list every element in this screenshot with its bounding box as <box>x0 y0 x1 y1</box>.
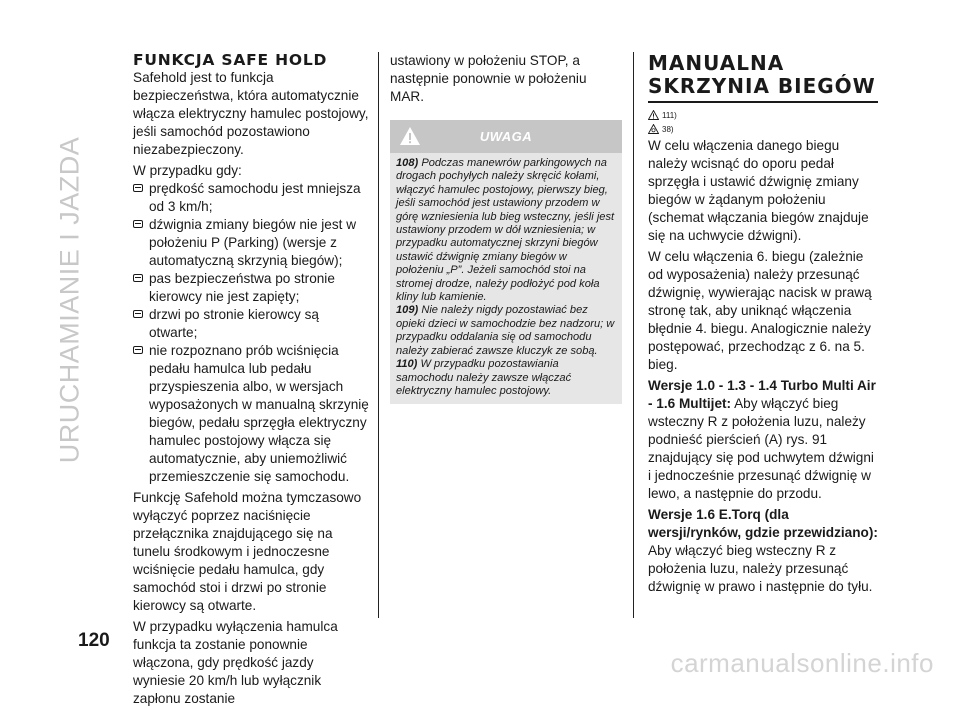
section-heading-safe-hold: FUNKCJA SAFE HOLD <box>133 51 328 69</box>
paragraph: Funkcję Safehold można tymczasowo wyłączyć poprzez naciśnięcie przełącznika znajdującego się na tunelu środkowym i jednoczesne wciśnięcie pedału hamulca, gdy samochód stoi i drzwi po stronie kierowcy są otwarte. <box>133 490 362 613</box>
paragraph: W przypadku wyłączenia hamulca funkcja ta zostanie ponownie włączona, gdy prędkość jazdy wyniesie 20 km/h lub wyłącznik zapłonu zostanie <box>133 619 338 706</box>
intro-paragraph: Safehold jest to funkcja bezpieczeństwa, która automatycznie włącza elektryczny hamulec postojowy, jeśli samochód pozostawiono niezabezpieczony. <box>133 70 369 157</box>
paragraph: W celu włączenia 6. biegu (zależnie od wyposażenia) należy przesunąć dźwignię, wywierając nacisk w prawą stronę tak, aby uniknąć włączenia błędnie 4. biegu. Analogicznie należy postępować, przechodząc z 6. na 5. bieg. <box>648 249 872 372</box>
warning-item: 110) W przypadku pozostawiania samochodu należy zawsze włączać elektryczny hamulec postojowy. <box>396 358 572 397</box>
bullet-box-icon <box>133 220 143 228</box>
paragraph: Aby włączyć bieg wsteczny R z położenia luzu, należy przesunąć dźwignię w prawo i następnie do tyłu. <box>648 543 873 594</box>
warning-label: UWAGA <box>479 129 533 144</box>
column-divider <box>378 52 379 618</box>
warning-body <box>390 153 622 404</box>
warning-item: 108) Podczas manewrów parkingowych na drogach pochyłych należy skręcić kołami, włączyć hamulec postojowy, pierwszy bieg, jeśli samochód jest ustawiony przodem w górę wzniesienia lub bieg wsteczny, jeśli jest ustawiony przodem w dół wzniesienia; w przypadku automatycznej skrzyni biegów ustawić dźwignię zmiany biegów w położeniu „P”. Jeżeli samochód stoi na stromej drodze, należy podłożyć pod koła kliny lub kamienie. <box>396 157 615 304</box>
lead-paragraph: W przypadku gdy: <box>133 163 242 178</box>
warning-triangle-icon <box>648 110 659 120</box>
column-safe-hold <box>133 52 369 708</box>
warning-item: 109) Nie należy nigdy pozostawiać bez opieki dzieci w samochodzie bez nadzoru; w przypadku oddalania się od samochodu należy zabierać zawsze kluczyk ze sobą. <box>396 304 615 357</box>
warning-box <box>390 120 622 404</box>
page-number: 120 <box>78 630 110 651</box>
paragraph: Wersje 1.0 - 1.3 - 1.4 Turbo Multi Air - 1.6 Multijet: Aby włączyć bieg wsteczny R z położenia luzu, należy podnieść pierścień (A) rys. 91 znajdujący się pod uchwytem dźwigni i jednocześnie przesunąć dźwignię w lewo, a następnie do przodu. <box>648 378 876 501</box>
subheading: Wersje 1.0 - 1.3 - 1.4 Turbo Multi Air - 1.6 Multijet: <box>648 378 876 411</box>
list-item: drzwi po stronie kierowcy są otwarte; <box>133 306 369 342</box>
list-item: prędkość samochodu jest mniejsza od 3 km/h; <box>133 180 369 216</box>
reference-marks <box>648 109 880 137</box>
reference-warning: 111) <box>648 109 880 123</box>
watermark: carmanualsonline.info <box>670 648 934 678</box>
list-item: nie rozpoznano prób wciśnięcia pedału hamulca lub pedału przyspieszenia albo, w wersjach wyposażonych w manualną skrzynię biegów, pedału sprzęgła elektryczny hamulec postojowy włącza się automatycznie, aby uniemożliwić przemieszczenie się samochodu. <box>133 342 369 486</box>
subheading: Wersje 1.6 E.Torq (dla wersji/rynków, gdzie przewidziano): <box>648 507 878 540</box>
list-item: pas bezpieczeństwa po stronie kierowcy nie jest zapięty; <box>133 270 369 306</box>
heading-underline <box>648 101 878 103</box>
reference-caution: 38) <box>648 123 880 137</box>
column-manual-gearbox <box>648 52 880 596</box>
bullet-box-icon <box>133 184 143 192</box>
paragraph: W celu włączenia danego biegu należy wcisnąć do oporu pedał sprzęgła i ustawić dźwignię zmiany biegów w żądanym położeniu (schemat włączania biegów znajduje się na uchwycie dźwigni). <box>648 138 869 243</box>
caution-triangle-icon <box>648 124 659 134</box>
column-warnings <box>390 52 622 404</box>
bullet-box-icon <box>133 346 143 354</box>
conditions-list <box>133 180 369 486</box>
list-item: dźwignia zmiany biegów nie jest w położeniu P (Parking) (wersje z automatyczną skrzynią biegów); <box>133 216 369 270</box>
warning-header <box>390 120 622 153</box>
section-heading-manual-gearbox: MANUALNA SKRZYNIA BIEGÓW <box>648 51 876 98</box>
column-divider <box>633 52 634 618</box>
continuation-paragraph: ustawiony w położeniu STOP, a następnie ponownie w położeniu MAR. <box>390 53 587 104</box>
bullet-box-icon <box>133 274 143 282</box>
bullet-box-icon <box>133 310 143 318</box>
